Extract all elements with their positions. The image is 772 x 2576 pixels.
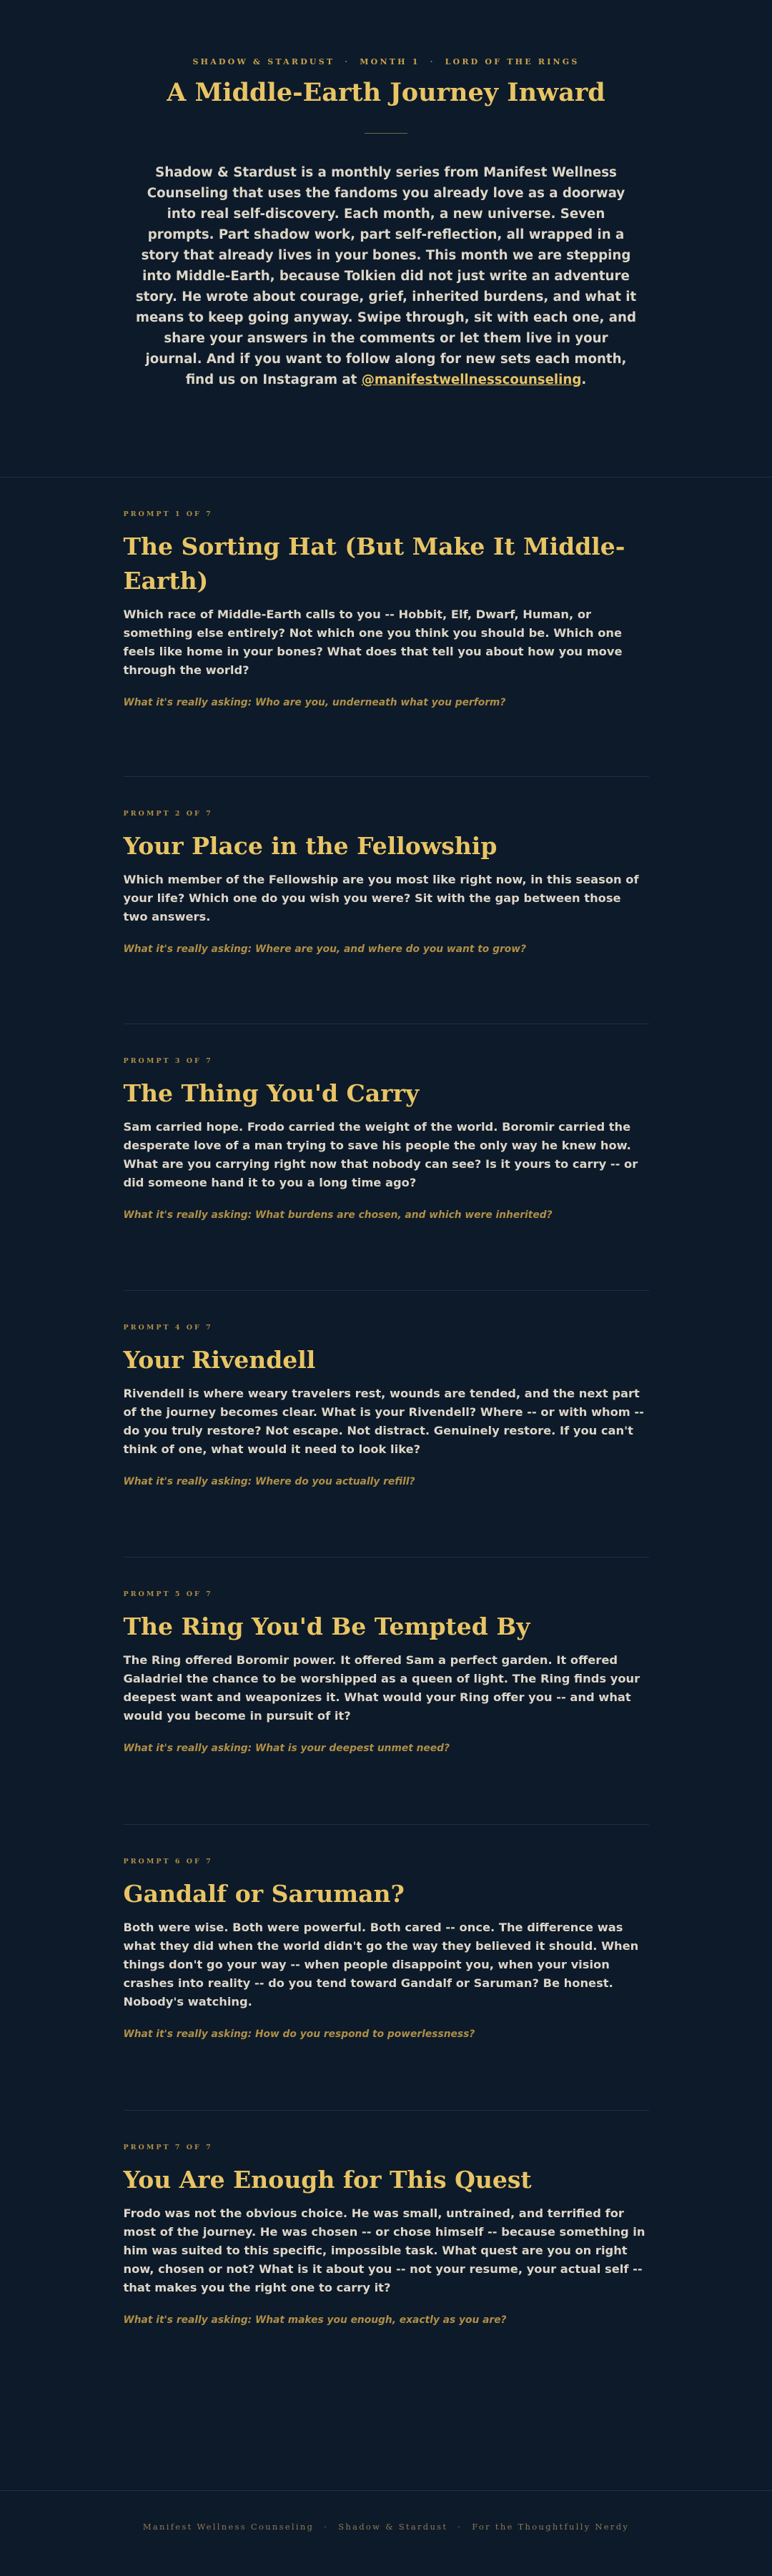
instagram-handle-link[interactable]: @manifestwellnesscounseling — [361, 372, 582, 387]
prompt-card — [124, 1825, 649, 2111]
eyebrow-month: MONTH 1 — [360, 57, 420, 66]
eyebrow-separator: · — [345, 57, 350, 66]
prompt-title: The Thing You'd Carry — [123, 1079, 420, 1107]
prompt-title: The Sorting Hat (But Make It Middle-Earth) — [123, 532, 625, 595]
eyebrow-separator: · — [430, 57, 435, 66]
prompt-insight: What it's really asking: Where do you actually refill? — [123, 1476, 415, 1487]
title-divider — [365, 133, 407, 134]
footer-brand: Manifest Wellness Counseling — [142, 2522, 315, 2532]
intro-text: Shadow & Stardust is a monthly series from Manifest Wellness Counseling that uses the fandoms you already love as a doorway into real self-discovery. Each month, a new universe. Seven prompts. Part shadow work, part self-reflection, all wrapped in a story that already lives in your bones. This month we are stepping into Middle-Earth, because Tolkien did not just write an adventure story. He wrote about courage, grief, inherited burdens, and what it means to keep going anyway. Swipe through, sit with each one, and share your answers in the comments or let them live in your journal. And if you want to follow along for new sets each month, find us on Instagram at — [135, 165, 637, 387]
footer-series: Shadow & Stardust — [338, 2522, 448, 2532]
prompt-number: PROMPT 6 OF 7 — [123, 1858, 213, 1866]
intro-paragraph — [134, 162, 638, 390]
prompt-number: PROMPT 7 OF 7 — [123, 2144, 213, 2151]
prompt-card — [124, 2111, 649, 2397]
prompt-number: PROMPT 4 OF 7 — [123, 1324, 213, 1332]
page-title: A Middle-Earth Journey Inward — [167, 78, 605, 107]
prompt-card — [124, 1557, 649, 1825]
prompt-title: The Ring You'd Be Tempted By — [123, 1613, 530, 1640]
prompt-title: Gandalf or Saruman? — [123, 1880, 405, 1908]
intro-end: . — [581, 372, 587, 387]
prompt-insight: What it's really asking: Who are you, underneath what you perform? — [123, 697, 506, 708]
prompt-title: Your Rivendell — [123, 1346, 316, 1374]
footer — [0, 2522, 772, 2532]
prompt-insight: What it's really asking: How do you respond to powerlessness? — [123, 2028, 475, 2040]
prompt-title: Your Place in the Fellowship — [123, 832, 498, 860]
prompt-body: Sam carried hope. Frodo carried the weight of the world. Boromir carried the desperate love of a man trying to save his people the only way he knew how. What are you carrying right now that nobody can see? Is it yours to carry -- or did someone hand it to you a long time ago? — [123, 1120, 638, 1189]
header — [0, 0, 772, 418]
prompt-number: PROMPT 1 OF 7 — [123, 510, 213, 518]
prompt-insight: What it's really asking: What is your deepest unmet need? — [123, 1743, 450, 1754]
footer-separator: · — [457, 2522, 462, 2532]
prompt-body: The Ring offered Boromir power. It offered Sam a perfect garden. It offered Galadriel the chance to be worshipped as a queen of light. The Ring finds your deepest want and weaponizes it. What would your Ring offer you -- and what would you become in pursuit of it? — [123, 1653, 640, 1723]
prompt-number: PROMPT 5 OF 7 — [123, 1590, 213, 1598]
eyebrow-fandom: LORD OF THE RINGS — [445, 57, 580, 66]
footer-separator: · — [324, 2522, 329, 2532]
prompt-card — [124, 777, 649, 1024]
prompt-insight: What it's really asking: What makes you enough, exactly as you are? — [123, 2314, 507, 2326]
prompt-body: Frodo was not the obvious choice. He was small, untrained, and terrified for most of the journey. He was chosen -- or chose himself -- because something in him was suited to this specific, impossible task. What quest are you on right now, chosen or not? What is it about you -- not your resume, your actual self -- that makes you the right one to carry it? — [123, 2206, 645, 2294]
prompt-body: Both were wise. Both were powerful. Both cared -- once. The difference was what they did when the world didn't go the way they believed it should. When things don't go your way -- when people disappoint you, when your vision crashes into reality -- do you tend toward Gandalf or Saruman? Be honest. Nobody's watching. — [123, 1921, 639, 2008]
prompt-body: Which race of Middle-Earth calls to you -- Hobbit, Elf, Dwarf, Human, or something else entirely? Not which one you think you should be. Which one feels like home in your bones? What does that tell you about how you move through the world? — [123, 608, 623, 677]
prompt-card — [124, 1291, 649, 1557]
prompt-body: Rivendell is where weary travelers rest, wounds are tended, and the next part of the journey becomes clear. What is your Rivendell? Where -- or with whom -- do you truly restore? Not escape. Not distract. Genuinely restore. If you can't think of one, what would it need to look like? — [123, 1387, 644, 1456]
prompt-card — [124, 477, 649, 777]
prompt-number: PROMPT 2 OF 7 — [123, 810, 213, 818]
series-eyebrow — [0, 57, 772, 66]
prompt-title: You Are Enough for This Quest — [123, 2166, 532, 2194]
prompt-card — [124, 1024, 649, 1291]
footer-tagline: For the Thoughtfully Nerdy — [472, 2522, 630, 2532]
prompt-insight: What it's really asking: What burdens are chosen, and which were inherited? — [123, 1209, 553, 1221]
footer-divider — [0, 2490, 772, 2491]
eyebrow-series: SHADOW & STARDUST — [192, 57, 335, 66]
prompt-body: Which member of the Fellowship are you most like right now, in this season of your life? Which one do you wish you were? Sit with the gap between those two answers. — [123, 873, 639, 923]
prompt-number: PROMPT 3 OF 7 — [123, 1057, 213, 1065]
prompt-list — [124, 477, 649, 2397]
prompt-insight: What it's really asking: Where are you, and where do you want to grow? — [123, 943, 526, 955]
